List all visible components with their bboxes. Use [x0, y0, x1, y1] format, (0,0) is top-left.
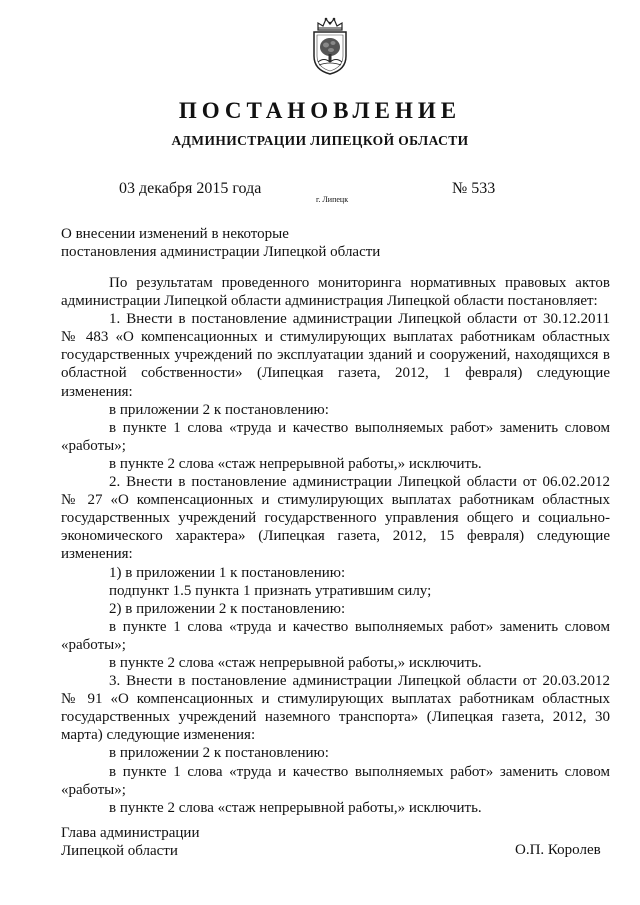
- body-paragraph: в приложении 2 к постановлению:: [109, 745, 329, 762]
- document-title: ПОСТАНОВЛЕНИЕ: [178, 98, 462, 123]
- body-paragraph: в пункте 2 слова «стаж непрерывной работы,» исключить.: [109, 654, 482, 671]
- body-paragraph: 1) в приложении 1 к постановлению:: [109, 564, 346, 581]
- body-paragraph: в пункте 1 слова «труда и качество выполняемых работ» заменить словом «работы»;: [61, 419, 610, 454]
- document-date: 03 декабря 2015 года: [119, 180, 262, 197]
- position-line: Липецкой области: [61, 843, 178, 859]
- document-subject: [61, 225, 380, 261]
- body-paragraph: 2. Внести в постановление администрации Липецкой области от 06.02.2012 № 27 «О компенсационных и стимулирующих выплатах работникам областных государственных учреждений государственного управления общего и социально-экономического характера» (Липецкая газета, 2012, 15 февраля) следующие изменения:: [61, 474, 610, 563]
- body-paragraph: 1. Внести в постановление администрации Липецкой области от 30.12.2011 № 483 «О компенсационных и стимулирующих выплатах работникам областных государственных учреждений по эксплуатации зданий и сооружений, находящихся в областной собственности» (Липецкая газета, 2012, 1 февраля) следующие изменения:: [61, 311, 610, 400]
- subject-line: постановления администрации Липецкой области: [61, 244, 381, 260]
- document-city: г. Липецк: [316, 195, 349, 204]
- body-paragraph: в пункте 2 слова «стаж непрерывной работы,» исключить.: [109, 455, 482, 472]
- body-paragraph: 3. Внести в постановление администрации Липецкой области от 20.03.2012 № 91 «О компенсационных и стимулирующих выплатах работникам областных государственных учреждений наземного транспорта» (Липецкая газета, 2012, 30 марта) следующие изменения:: [61, 673, 610, 744]
- body-paragraph: 2) в приложении 2 к постановлению:: [109, 600, 346, 617]
- signatory-position: [61, 824, 199, 860]
- document-number: № 533: [452, 180, 496, 197]
- body-paragraph: По результатам проведенного мониторинга нормативных правовых актов администрации Липецкой области администрация Липецкой области постановляет:: [61, 275, 610, 310]
- body-paragraph: в пункте 1 слова «труда и качество выполняемых работ» заменить словом «работы»;: [61, 618, 610, 653]
- signatory-name: О.П. Королев: [515, 842, 601, 858]
- coat-of-arms-icon: [309, 16, 351, 76]
- body-paragraph: в приложении 2 к постановлению:: [109, 401, 329, 418]
- body-paragraph: в пункте 1 слова «труда и качество выполняемых работ» заменить словом «работы»;: [61, 763, 610, 798]
- body-paragraph: подпункт 1.5 пункта 1 признать утратившим силу;: [109, 582, 432, 599]
- subject-line: О внесении изменений в некоторые: [61, 226, 289, 242]
- document-body: [61, 274, 610, 817]
- issuer-name: АДМИНИСТРАЦИИ ЛИПЕЦКОЙ ОБЛАСТИ: [171, 133, 469, 148]
- position-line: Глава администрации: [61, 825, 200, 841]
- body-paragraph: в пункте 2 слова «стаж непрерывной работы,» исключить.: [109, 799, 482, 816]
